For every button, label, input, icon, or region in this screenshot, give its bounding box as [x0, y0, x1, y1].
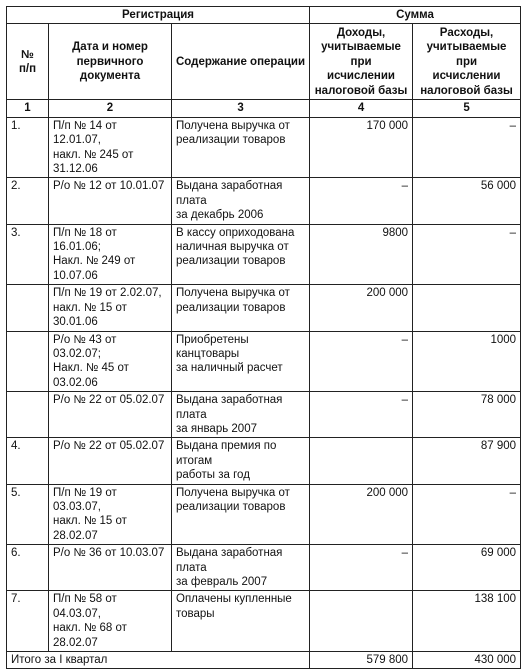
operation-cell: Получена выручка от реализации товаров [172, 484, 310, 545]
expense-cell: – [413, 117, 521, 178]
income-cell: 200 000 [310, 484, 413, 545]
row-number: 4. [7, 438, 49, 484]
operation-cell: Выдана заработная плата за февраль 2007 [172, 545, 310, 591]
total-label: Итого за I квартал [7, 652, 310, 669]
document-cell: П/п № 14 от 12.01.07, накл. № 245 от 31.12.06 [49, 117, 172, 178]
document-cell: П/п № 19 от 03.03.07, накл. № 15 от 28.02.07 [49, 484, 172, 545]
col-expense-header: Расходы, учитываемые при исчислении налоговой базы [413, 24, 521, 100]
sum-header: Сумма [310, 7, 521, 24]
total-income: 579 800 [310, 652, 413, 669]
document-cell: Р/о № 36 от 10.03.07 [49, 545, 172, 591]
document-cell: П/п № 58 от 04.03.07, накл. № 68 от 28.02.07 [49, 591, 172, 652]
expense-cell: – [413, 484, 521, 545]
document-cell: Р/о № 12 от 10.01.07 [49, 178, 172, 224]
document-cell: П/п № 19 от 2.02.07, накл. № 15 от 30.01.06 [49, 285, 172, 331]
income-cell: – [310, 331, 413, 392]
table-row [7, 178, 521, 224]
income-cell: – [310, 545, 413, 591]
operation-cell: Выдана премия по итогам работы за год [172, 438, 310, 484]
table-row [7, 331, 521, 392]
table-row [7, 484, 521, 545]
total-expense: 430 000 [413, 652, 521, 669]
row-number: 3. [7, 224, 49, 285]
table-row [7, 224, 521, 285]
col-content-header: Содержание операции [172, 24, 310, 100]
row-number [7, 285, 49, 331]
row-number: 6. [7, 545, 49, 591]
operation-cell: В кассу оприходована наличная выручка от реализации товаров [172, 224, 310, 285]
operation-cell: Выдана заработная плата за декабрь 2006 [172, 178, 310, 224]
expense-cell: 138 100 [413, 591, 521, 652]
col-num-header: № п/п [7, 24, 49, 100]
operation-cell: Приобретены канцтовары за наличный расчет [172, 331, 310, 392]
operation-cell: Получена выручка от реализации товаров [172, 285, 310, 331]
operation-cell: Выдана заработная плата за январь 2007 [172, 392, 310, 438]
document-cell: Р/о № 22 от 05.02.07 [49, 392, 172, 438]
expense-cell: 87 900 [413, 438, 521, 484]
table-row [7, 117, 521, 178]
expense-cell: – [413, 224, 521, 285]
expense-cell: 78 000 [413, 392, 521, 438]
expense-cell: 69 000 [413, 545, 521, 591]
col-number: 3 [172, 100, 310, 117]
row-number [7, 331, 49, 392]
income-cell [310, 438, 413, 484]
ledger-table [6, 6, 521, 669]
income-cell: – [310, 392, 413, 438]
col-number: 1 [7, 100, 49, 117]
table-row [7, 392, 521, 438]
table-row [7, 285, 521, 331]
income-cell: – [310, 178, 413, 224]
document-cell: П/п № 18 от 16.01.06; Накл. № 249 от 10.07.06 [49, 224, 172, 285]
table-row [7, 591, 521, 652]
row-number: 7. [7, 591, 49, 652]
col-number: 2 [49, 100, 172, 117]
operation-cell: Получена выручка от реализации товаров [172, 117, 310, 178]
income-cell [310, 591, 413, 652]
income-cell: 170 000 [310, 117, 413, 178]
col-number: 4 [310, 100, 413, 117]
expense-cell: 56 000 [413, 178, 521, 224]
income-cell: 200 000 [310, 285, 413, 331]
expense-cell [413, 285, 521, 331]
col-number: 5 [413, 100, 521, 117]
registration-header: Регистрация [7, 7, 310, 24]
expense-cell: 1000 [413, 331, 521, 392]
row-number: 1. [7, 117, 49, 178]
row-number: 5. [7, 484, 49, 545]
operation-cell: Оплачены купленные товары [172, 591, 310, 652]
document-cell: Р/о № 43 от 03.02.07; Накл. № 45 от 03.02.06 [49, 331, 172, 392]
table-row [7, 438, 521, 484]
total-row [7, 652, 521, 669]
document-cell: Р/о № 22 от 05.02.07 [49, 438, 172, 484]
table-row [7, 545, 521, 591]
income-cell: 9800 [310, 224, 413, 285]
row-number: 2. [7, 178, 49, 224]
col-income-header: Доходы, учитываемые при исчислении налоговой базы [310, 24, 413, 100]
row-number [7, 392, 49, 438]
col-date-header: Дата и номер первичного документа [49, 24, 172, 100]
